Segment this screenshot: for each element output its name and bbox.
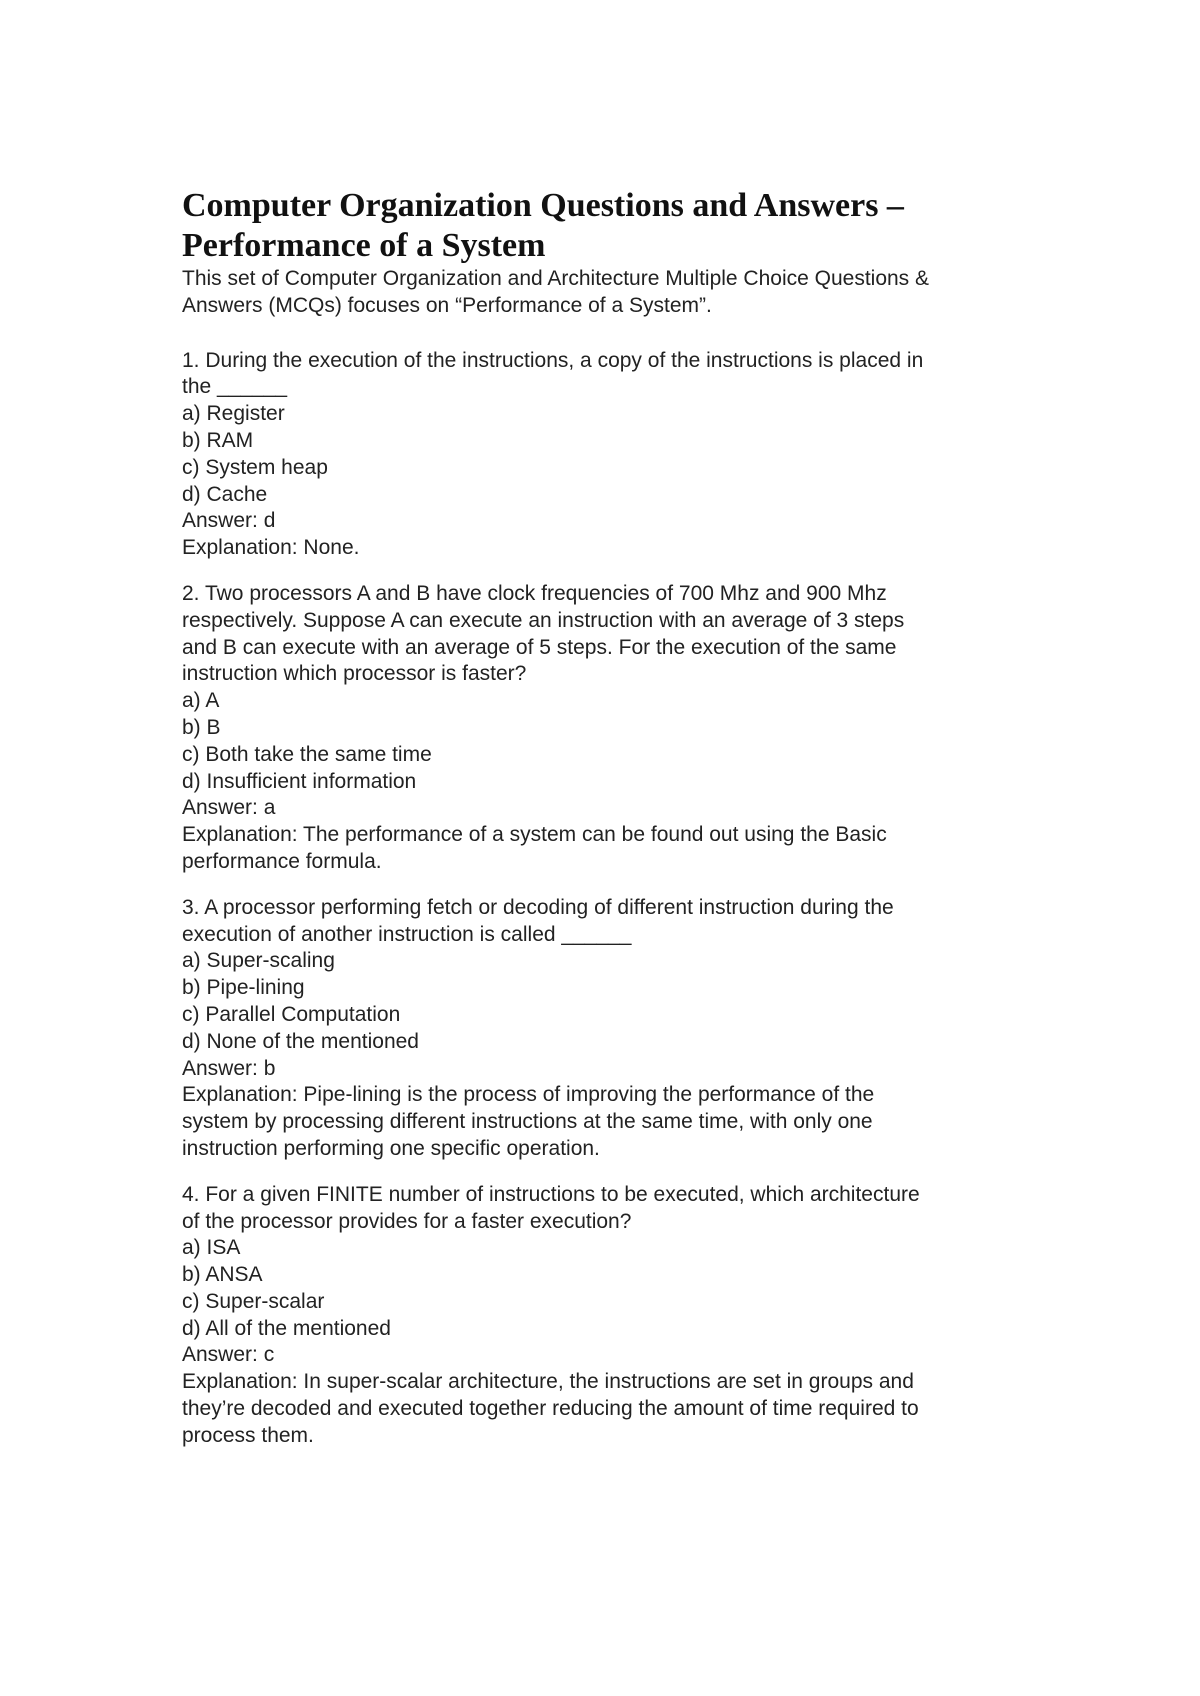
question-text-line: of the processor provides for a faster execution? [182,1209,632,1233]
explanation-line: Explanation: Pipe-lining is the process of improving the performance of the [182,1083,875,1107]
explanation-line: they’re decoded and executed together reducing the amount of time required to [182,1397,919,1421]
explanation-line: process them. [182,1423,314,1447]
question-text-line: instruction which processor is faster? [182,662,527,686]
option-a: a) Super-scaling [182,949,335,973]
option-b: b) Pipe-lining [182,976,305,1000]
option-d: d) All of the mentioned [182,1316,391,1340]
question-text-line: the ______ [182,375,288,399]
document-title [182,186,1032,266]
question-4 [182,1182,1032,1450]
option-b: b) ANSA [182,1263,263,1287]
intro-line-1: This set of Computer Organization and Architecture Multiple Choice Questions & [182,267,930,290]
question-text-line: and B can execute with an average of 5 steps. For the execution of the same [182,635,897,659]
option-c: c) Super-scalar [182,1289,325,1313]
option-c: c) Both take the same time [182,742,432,766]
document-content [182,186,1032,1469]
intro-paragraph [182,266,1032,320]
option-a: a) A [182,689,220,713]
question-2 [182,581,1032,876]
explanation-line: system by processing different instructions at the same time, with only one [182,1110,873,1134]
answer: Answer: d [182,509,276,533]
question-text-line: respectively. Suppose A can execute an instruction with an average of 3 steps [182,608,905,632]
answer: Answer: c [182,1343,275,1367]
answer: Answer: a [182,796,276,820]
question-3 [182,895,1032,1163]
question-text-line: execution of another instruction is called ______ [182,922,632,946]
question-1 [182,348,1032,562]
option-c: c) Parallel Computation [182,1002,401,1026]
explanation-line: Explanation: None. [182,536,360,560]
option-d: d) Cache [182,482,268,506]
question-text-line: 3. A processor performing fetch or decoding of different instruction during the [182,895,894,919]
answer: Answer: b [182,1056,276,1080]
question-text-line: 2. Two processors A and B have clock frequencies of 700 Mhz and 900 Mhz [182,581,887,605]
option-b: b) B [182,715,221,739]
explanation-line: Explanation: In super-scalar architecture, the instructions are set in groups and [182,1370,914,1394]
option-b: b) RAM [182,428,254,452]
title-line-2: Performance of a System [182,227,546,264]
explanation-line: performance formula. [182,849,382,873]
explanation-line: Explanation: The performance of a system can be found out using the Basic [182,823,887,847]
explanation-line: instruction performing one specific operation. [182,1136,600,1160]
option-d: d) Insufficient information [182,769,417,793]
intro-line-2: Answers (MCQs) focuses on “Performance of a System”. [182,293,712,317]
option-d: d) None of the mentioned [182,1029,419,1053]
question-text-line: 4. For a given FINITE number of instructions to be executed, which architecture [182,1182,920,1206]
option-a: a) Register [182,402,285,426]
option-c: c) System heap [182,455,328,479]
option-a: a) ISA [182,1236,241,1260]
question-text-line: 1. During the execution of the instructions, a copy of the instructions is placed in [182,348,924,372]
title-line-1: Computer Organization Questions and Answers – [182,187,904,224]
